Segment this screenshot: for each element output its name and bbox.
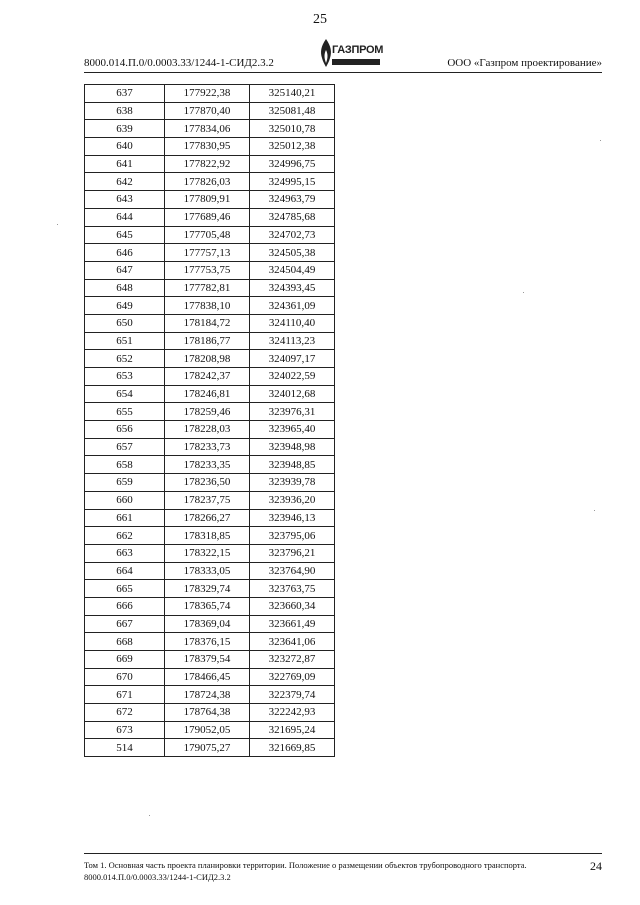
y-coordinate-cell: 322242,93: [250, 704, 335, 722]
table-row: [85, 314, 335, 332]
point-number-cell: 664: [85, 562, 165, 580]
point-number-cell: 653: [85, 368, 165, 386]
x-coordinate-cell: 177753,75: [165, 261, 250, 279]
y-coordinate-cell: 324996,75: [250, 155, 335, 173]
y-coordinate-cell: 321669,85: [250, 739, 335, 757]
y-coordinate-cell: 324361,09: [250, 297, 335, 315]
point-number-cell: 670: [85, 668, 165, 686]
x-coordinate-cell: 178365,74: [165, 597, 250, 615]
table-row: [85, 244, 335, 262]
x-coordinate-cell: 178376,15: [165, 633, 250, 651]
point-number-cell: 648: [85, 279, 165, 297]
point-number-cell: 647: [85, 261, 165, 279]
table-row: [85, 385, 335, 403]
y-coordinate-cell: 324012,68: [250, 385, 335, 403]
y-coordinate-cell: 323946,13: [250, 509, 335, 527]
point-number-cell: 650: [85, 314, 165, 332]
scan-speck: [523, 292, 524, 293]
y-coordinate-cell: 324702,73: [250, 226, 335, 244]
coordinates-table-body: [85, 85, 335, 757]
x-coordinate-cell: 178186,77: [165, 332, 250, 350]
point-number-cell: 651: [85, 332, 165, 350]
logo-wordmark: ГАЗПРОМ: [332, 44, 384, 56]
x-coordinate-cell: 178333,05: [165, 562, 250, 580]
header-document-code: 8000.014.П.0/0.0003.33/1244-1-СИД2.3.2: [84, 57, 274, 69]
table-row: [85, 562, 335, 580]
scan-speck: [149, 815, 150, 816]
y-coordinate-cell: 325140,21: [250, 85, 335, 103]
x-coordinate-cell: 178233,35: [165, 456, 250, 474]
logo-subband: [332, 59, 380, 65]
point-number-cell: 661: [85, 509, 165, 527]
table-row: [85, 597, 335, 615]
page-number-top: 25: [313, 12, 327, 27]
footer-document-code: 8000.014.П.0/0.0003.33/1244-1-СИД2.3.2: [84, 872, 231, 882]
table-row: [85, 686, 335, 704]
table-row: [85, 544, 335, 562]
y-coordinate-cell: 324393,45: [250, 279, 335, 297]
table-row: [85, 368, 335, 386]
table-row: [85, 297, 335, 315]
y-coordinate-cell: 323939,78: [250, 474, 335, 492]
table-row: [85, 332, 335, 350]
y-coordinate-cell: 323796,21: [250, 544, 335, 562]
table-row: [85, 403, 335, 421]
gazprom-logo: [318, 38, 382, 72]
point-number-cell: 641: [85, 155, 165, 173]
table-row: [85, 633, 335, 651]
y-coordinate-cell: 324504,49: [250, 261, 335, 279]
point-number-cell: 637: [85, 85, 165, 103]
point-number-cell: 673: [85, 721, 165, 739]
x-coordinate-cell: 178764,38: [165, 704, 250, 722]
table-row: [85, 721, 335, 739]
table-row: [85, 421, 335, 439]
x-coordinate-cell: 177834,06: [165, 120, 250, 138]
y-coordinate-cell: 322769,09: [250, 668, 335, 686]
y-coordinate-cell: 323764,90: [250, 562, 335, 580]
table-row: [85, 102, 335, 120]
point-number-cell: 654: [85, 385, 165, 403]
x-coordinate-cell: 178329,74: [165, 580, 250, 598]
point-number-cell: 658: [85, 456, 165, 474]
point-number-cell: 640: [85, 138, 165, 156]
point-number-cell: 644: [85, 208, 165, 226]
footer-volume-title: Том 1. Основная часть проекта планировки территории. Положение о размещении объектов трубопроводного транспорта.: [84, 860, 527, 870]
y-coordinate-cell: 324022,59: [250, 368, 335, 386]
x-coordinate-cell: 177870,40: [165, 102, 250, 120]
x-coordinate-cell: 177826,03: [165, 173, 250, 191]
point-number-cell: 645: [85, 226, 165, 244]
point-number-cell: 663: [85, 544, 165, 562]
table-row: [85, 226, 335, 244]
x-coordinate-cell: 177838,10: [165, 297, 250, 315]
footer-page-number: 24: [590, 859, 602, 873]
point-number-cell: 639: [85, 120, 165, 138]
table-row: [85, 491, 335, 509]
x-coordinate-cell: 177822,92: [165, 155, 250, 173]
footer-divider: [84, 853, 602, 854]
point-number-cell: 660: [85, 491, 165, 509]
x-coordinate-cell: 177705,48: [165, 226, 250, 244]
x-coordinate-cell: 179075,27: [165, 739, 250, 757]
table-row: [85, 208, 335, 226]
y-coordinate-cell: 323660,34: [250, 597, 335, 615]
y-coordinate-cell: 325012,38: [250, 138, 335, 156]
x-coordinate-cell: 179052,05: [165, 721, 250, 739]
y-coordinate-cell: 323976,31: [250, 403, 335, 421]
y-coordinate-cell: 323948,85: [250, 456, 335, 474]
x-coordinate-cell: 178379,54: [165, 651, 250, 669]
table-row: [85, 668, 335, 686]
y-coordinate-cell: 324785,68: [250, 208, 335, 226]
y-coordinate-cell: 323936,20: [250, 491, 335, 509]
table-row: [85, 651, 335, 669]
table-row: [85, 191, 335, 209]
x-coordinate-cell: 178318,85: [165, 527, 250, 545]
point-number-cell: 649: [85, 297, 165, 315]
x-coordinate-cell: 177757,13: [165, 244, 250, 262]
point-number-cell: 665: [85, 580, 165, 598]
y-coordinate-cell: 324097,17: [250, 350, 335, 368]
x-coordinate-cell: 178228,03: [165, 421, 250, 439]
table-row: [85, 580, 335, 598]
x-coordinate-cell: 177782,81: [165, 279, 250, 297]
point-number-cell: 642: [85, 173, 165, 191]
y-coordinate-cell: 323763,75: [250, 580, 335, 598]
table-row: [85, 456, 335, 474]
point-number-cell: 655: [85, 403, 165, 421]
x-coordinate-cell: 178724,38: [165, 686, 250, 704]
x-coordinate-cell: 177922,38: [165, 85, 250, 103]
y-coordinate-cell: 323795,06: [250, 527, 335, 545]
table-row: [85, 509, 335, 527]
x-coordinate-cell: 178259,46: [165, 403, 250, 421]
y-coordinate-cell: 325081,48: [250, 102, 335, 120]
table-row: [85, 120, 335, 138]
x-coordinate-cell: 178184,72: [165, 314, 250, 332]
table-row: [85, 704, 335, 722]
y-coordinate-cell: 323661,49: [250, 615, 335, 633]
x-coordinate-cell: 178236,50: [165, 474, 250, 492]
y-coordinate-cell: 324113,23: [250, 332, 335, 350]
point-number-cell: 514: [85, 739, 165, 757]
x-coordinate-cell: 178369,04: [165, 615, 250, 633]
table-row: [85, 438, 335, 456]
x-coordinate-cell: 178246,81: [165, 385, 250, 403]
point-number-cell: 638: [85, 102, 165, 120]
y-coordinate-cell: 325010,78: [250, 120, 335, 138]
header-organization: ООО «Газпром проектирование»: [447, 57, 602, 69]
point-number-cell: 662: [85, 527, 165, 545]
x-coordinate-cell: 177689,46: [165, 208, 250, 226]
x-coordinate-cell: 178237,75: [165, 491, 250, 509]
y-coordinate-cell: 324995,15: [250, 173, 335, 191]
y-coordinate-cell: 324110,40: [250, 314, 335, 332]
coordinates-table: [84, 84, 335, 757]
table-row: [85, 350, 335, 368]
y-coordinate-cell: 323272,87: [250, 651, 335, 669]
header-divider: [84, 72, 602, 73]
x-coordinate-cell: 178266,27: [165, 509, 250, 527]
x-coordinate-cell: 178208,98: [165, 350, 250, 368]
x-coordinate-cell: 178322,15: [165, 544, 250, 562]
y-coordinate-cell: 323641,06: [250, 633, 335, 651]
y-coordinate-cell: 324505,38: [250, 244, 335, 262]
table-row: [85, 615, 335, 633]
table-row: [85, 85, 335, 103]
table-row: [85, 739, 335, 757]
y-coordinate-cell: 323965,40: [250, 421, 335, 439]
table-row: [85, 527, 335, 545]
point-number-cell: 666: [85, 597, 165, 615]
point-number-cell: 672: [85, 704, 165, 722]
point-number-cell: 668: [85, 633, 165, 651]
y-coordinate-cell: 321695,24: [250, 721, 335, 739]
y-coordinate-cell: 322379,74: [250, 686, 335, 704]
point-number-cell: 667: [85, 615, 165, 633]
point-number-cell: 669: [85, 651, 165, 669]
table-row: [85, 138, 335, 156]
point-number-cell: 656: [85, 421, 165, 439]
table-row: [85, 261, 335, 279]
point-number-cell: 659: [85, 474, 165, 492]
table-row: [85, 173, 335, 191]
table-row: [85, 155, 335, 173]
point-number-cell: 671: [85, 686, 165, 704]
x-coordinate-cell: 177809,91: [165, 191, 250, 209]
table-row: [85, 279, 335, 297]
y-coordinate-cell: 323948,98: [250, 438, 335, 456]
scan-speck: [57, 224, 58, 225]
x-coordinate-cell: 177830,95: [165, 138, 250, 156]
x-coordinate-cell: 178466,45: [165, 668, 250, 686]
point-number-cell: 643: [85, 191, 165, 209]
x-coordinate-cell: 178242,37: [165, 368, 250, 386]
scan-speck: [600, 140, 601, 141]
table-row: [85, 474, 335, 492]
x-coordinate-cell: 178233,73: [165, 438, 250, 456]
point-number-cell: 646: [85, 244, 165, 262]
y-coordinate-cell: 324963,79: [250, 191, 335, 209]
point-number-cell: 652: [85, 350, 165, 368]
point-number-cell: 657: [85, 438, 165, 456]
scan-speck: [594, 510, 595, 511]
